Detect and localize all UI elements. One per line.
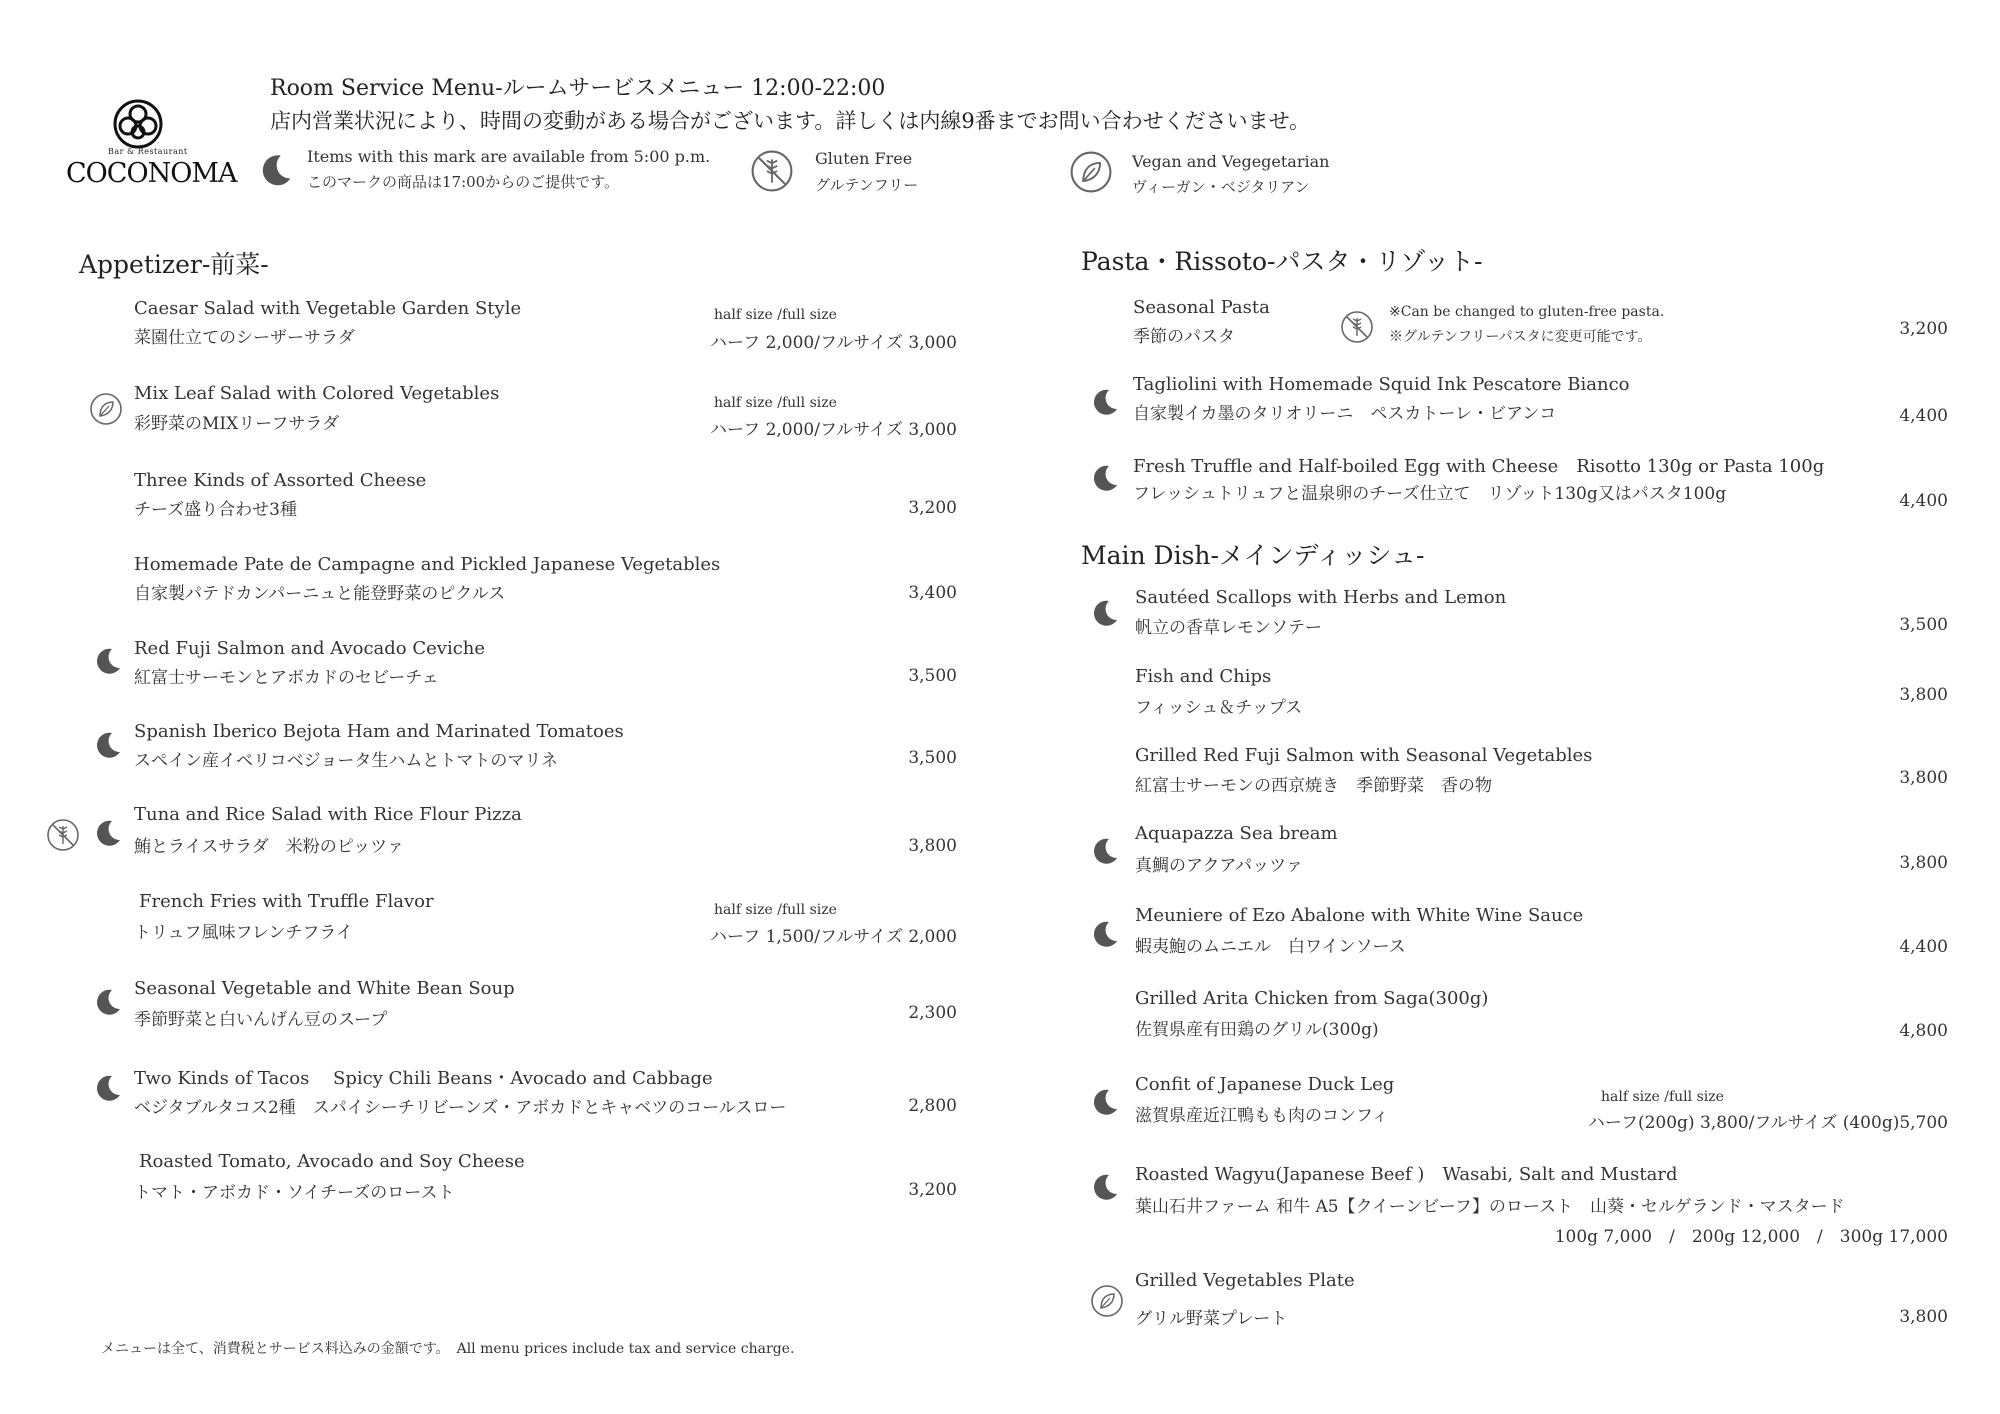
moon-icon bbox=[93, 646, 123, 676]
moon-icon bbox=[1090, 1087, 1120, 1117]
moon-icon bbox=[1090, 919, 1120, 949]
menu-item-jp: グリル野菜プレート bbox=[1135, 1309, 1288, 1329]
menu-item-jp: 真鯛のアクアパッツァ bbox=[1135, 856, 1303, 876]
legend-vegan-jp: ヴィーガン・ベジタリアン bbox=[1132, 178, 1310, 196]
section-title-appetizer: Appetizer-前菜- bbox=[79, 250, 269, 279]
menu-item-price: 3,800 bbox=[1899, 768, 1948, 788]
menu-item-en: Tagliolini with Homemade Squid Ink Pescatore Bianco bbox=[1133, 374, 1630, 395]
menu-item-price: ハーフ 1,500/フルサイズ 2,000 bbox=[710, 927, 957, 947]
gluten-free-icon bbox=[750, 149, 794, 193]
menu-item-price: 3,800 bbox=[1899, 1307, 1948, 1327]
footer-note: メニューは全て、消費税とサービス料込みの金額です。 All menu prices include tax and service charge. bbox=[101, 1341, 795, 1357]
menu-item-jp: スペイン産イベリコベジョータ生ハムとトマトのマリネ bbox=[134, 751, 558, 771]
menu-item-price: 3,500 bbox=[908, 748, 957, 768]
moon-icon bbox=[1090, 598, 1120, 628]
moon-icon bbox=[1090, 1172, 1120, 1202]
menu-item-jp: 季節野菜と白いんげん豆のスープ bbox=[134, 1010, 388, 1030]
menu-item-jp: チーズ盛り合わせ3種 bbox=[134, 500, 297, 520]
size-label: half size /full size bbox=[714, 902, 837, 918]
menu-item-jp: 葉山石井ファーム 和牛 A5【クイーンビーフ】のロースト 山葵・セルゲランド・マスタード bbox=[1135, 1197, 1845, 1217]
menu-item-en: Seasonal Pasta bbox=[1133, 297, 1270, 318]
menu-item-en: Grilled Arita Chicken from Saga(300g) bbox=[1135, 988, 1489, 1009]
legend-gluten-jp: グルテンフリー bbox=[815, 176, 919, 194]
gluten-free-note-en: ※Can be changed to gluten-free pasta. bbox=[1389, 304, 1665, 320]
menu-item-jp: フレッシュトリュフと温泉卵のチーズ仕立て リゾット130g又はパスタ100g bbox=[1133, 484, 1727, 504]
legend-vegan-en: Vegan and Vegegetarian bbox=[1132, 152, 1330, 171]
menu-item-price: 4,400 bbox=[1899, 937, 1948, 957]
menu-item-price: 3,800 bbox=[1899, 685, 1948, 705]
menu-item-en: Mix Leaf Salad with Colored Vegetables bbox=[134, 383, 500, 404]
menu-item-en: Red Fuji Salmon and Avocado Ceviche bbox=[134, 638, 486, 659]
moon-icon bbox=[1090, 463, 1120, 493]
moon-icon bbox=[93, 1073, 123, 1103]
moon-icon bbox=[93, 730, 123, 760]
menu-item-price: 100g 7,000 / 200g 12,000 / 300g 17,000 bbox=[1554, 1227, 1948, 1247]
menu-item-price: ハーフ 2,000/フルサイズ 3,000 bbox=[710, 333, 957, 353]
size-label: half size /full size bbox=[714, 395, 837, 411]
leaf-icon bbox=[89, 392, 123, 426]
menu-item-price: ハーフ(200g) 3,800/フルサイズ (400g)5,700 bbox=[1587, 1113, 1948, 1133]
brand-subtitle: Bar & Restaurant bbox=[108, 147, 188, 156]
menu-item-price: 2,800 bbox=[908, 1096, 957, 1116]
moon-icon bbox=[93, 987, 123, 1017]
menu-item-en: Caesar Salad with Vegetable Garden Style bbox=[134, 298, 522, 319]
gluten-free-icon bbox=[46, 818, 80, 852]
menu-item-price: 3,200 bbox=[908, 1180, 957, 1200]
menu-item-price: 3,500 bbox=[1899, 615, 1948, 635]
menu-item-price: 3,200 bbox=[908, 498, 957, 518]
menu-item-price: 3,500 bbox=[908, 666, 957, 686]
menu-item-price: 3,800 bbox=[908, 836, 957, 856]
menu-item-en: French Fries with Truffle Flavor bbox=[139, 891, 434, 912]
menu-item-en: Roasted Tomato, Avocado and Soy Cheese bbox=[139, 1151, 525, 1172]
legend-moon-jp: このマークの商品は17:00からのご提供です。 bbox=[307, 173, 620, 191]
menu-item-en: Aquapazza Sea bream bbox=[1135, 823, 1338, 844]
menu-item-en: Fish and Chips bbox=[1135, 666, 1272, 687]
leaf-icon bbox=[1069, 150, 1113, 194]
menu-item-jp: 佐賀県産有田鶏のグリル(300g) bbox=[1135, 1020, 1379, 1040]
menu-item-jp: 季節のパスタ bbox=[1133, 327, 1235, 347]
menu-item-price: 3,800 bbox=[1899, 853, 1948, 873]
menu-item-jp: トマト・アボカド・ソイチーズのロースト bbox=[134, 1183, 455, 1203]
menu-item-price: 4,400 bbox=[1899, 406, 1948, 426]
menu-item-jp: 蝦夷鮑のムニエル 白ワインソース bbox=[1135, 937, 1406, 957]
menu-item-price: 2,300 bbox=[908, 1003, 957, 1023]
menu-item-en: Spanish Iberico Bejota Ham and Marinated Tomatoes bbox=[134, 721, 624, 742]
menu-item-en: Three Kinds of Assorted Cheese bbox=[134, 470, 427, 491]
menu-item-jp: フィッシュ＆チップス bbox=[1135, 698, 1303, 718]
flower-crest-logo bbox=[112, 98, 164, 150]
menu-item-jp: 滋賀県産近江鴨もも肉のコンフィ bbox=[1135, 1106, 1389, 1126]
menu-item-en: Homemade Pate de Campagne and Pickled Japanese Vegetables bbox=[134, 554, 721, 575]
menu-item-jp: 自家製パテドカンパーニュと能登野菜のピクルス bbox=[134, 584, 506, 604]
size-label: half size /full size bbox=[1601, 1089, 1724, 1105]
section-title-pasta: Pasta・Rissoto-パスタ・リゾット- bbox=[1081, 247, 1483, 276]
page-title: Room Service Menu-ルームサービスメニュー 12:00-22:00 bbox=[270, 76, 886, 101]
menu-item-jp: 紅富士サーモンの西京焼き 季節野菜 香の物 bbox=[1135, 776, 1492, 796]
moon-icon bbox=[1090, 836, 1120, 866]
menu-item-jp: 帆立の香草レモンソテー bbox=[1135, 618, 1322, 638]
leaf-icon bbox=[1090, 1284, 1124, 1318]
section-title-main: Main Dish-メインディッシュ- bbox=[1081, 541, 1425, 570]
menu-item-jp: 紅富士サーモンとアボカドのセビーチェ bbox=[134, 668, 439, 688]
menu-item-jp: トリュフ風味フレンチフライ bbox=[134, 923, 353, 943]
gluten-free-icon bbox=[1340, 310, 1374, 344]
menu-item-jp: ベジタブルタコス2種 スパイシーチリビーンズ・アボカドとキャベツのコールスロー bbox=[134, 1098, 787, 1118]
menu-item-en: Fresh Truffle and Half-boiled Egg with Cheese Risotto 130g or Pasta 100g bbox=[1133, 456, 1825, 477]
menu-item-jp: 自家製イカ墨のタリオリーニ ペスカトーレ・ビアンコ bbox=[1133, 404, 1557, 424]
moon-icon bbox=[258, 152, 294, 188]
menu-item-en: Two Kinds of Tacos Spicy Chili Beans・Avocado and Cabbage bbox=[134, 1068, 713, 1089]
menu-item-jp: 菜園仕立てのシーザーサラダ bbox=[134, 328, 355, 348]
moon-icon bbox=[93, 818, 123, 848]
menu-item-en: Tuna and Rice Salad with Rice Flour Pizza bbox=[134, 804, 522, 825]
menu-item-en: Seasonal Vegetable and White Bean Soup bbox=[134, 978, 515, 999]
hours-notice: 店内営業状況により、時間の変動がある場合がございます。詳しくは内線9番までお問い合わせくださいませ。 bbox=[270, 109, 1311, 133]
menu-item-price: 4,800 bbox=[1899, 1021, 1948, 1041]
size-label: half size /full size bbox=[714, 307, 837, 323]
gluten-free-note-jp: ※グルテンフリーパスタに変更可能です。 bbox=[1389, 329, 1652, 345]
menu-item-jp: 鮪とライスサラダ 米粉のピッツァ bbox=[134, 837, 404, 857]
menu-item-jp: 彩野菜のMIXリーフサラダ bbox=[134, 414, 340, 434]
menu-item-en: Confit of Japanese Duck Leg bbox=[1135, 1074, 1395, 1095]
menu-item-en: Grilled Red Fuji Salmon with Seasonal Vegetables bbox=[1135, 745, 1593, 766]
moon-icon bbox=[1090, 387, 1120, 417]
menu-item-price: 3,200 bbox=[1899, 319, 1948, 339]
legend-moon-en: Items with this mark are available from 5:00 p.m. bbox=[307, 147, 711, 166]
legend-gluten-en: Gluten Free bbox=[815, 149, 913, 168]
menu-item-price: 4,400 bbox=[1899, 491, 1948, 511]
menu-item-price: ハーフ 2,000/フルサイズ 3,000 bbox=[710, 420, 957, 440]
menu-item-en: Roasted Wagyu(Japanese Beef ) Wasabi, Salt and Mustard bbox=[1135, 1164, 1678, 1185]
menu-item-en: Meuniere of Ezo Abalone with White Wine Sauce bbox=[1135, 905, 1584, 926]
menu-item-en: Grilled Vegetables Plate bbox=[1135, 1270, 1355, 1291]
brand-name: COCONOMA bbox=[66, 158, 237, 189]
menu-item-price: 3,400 bbox=[908, 583, 957, 603]
menu-item-en: Sautéed Scallops with Herbs and Lemon bbox=[1135, 587, 1507, 608]
